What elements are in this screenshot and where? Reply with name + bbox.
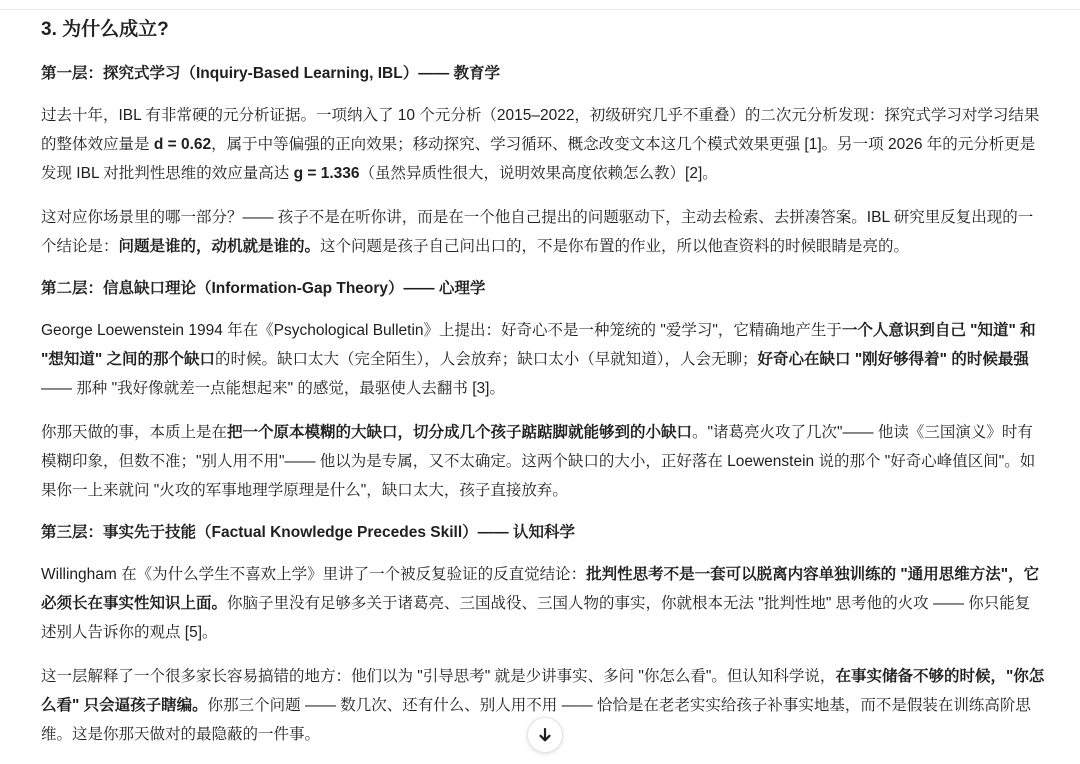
scroll-to-bottom-button[interactable] [527, 717, 563, 753]
layer2-paragraph-2: 你那天做的事，本质上是在把一个原本模糊的大缺口，切分成几个孩子踮踮脚就能够到的小缺口。"诸葛亮火攻了几次"—— 他读《三国演义》时有模糊印象，但数不准；"别人用不用"—— 他以为是专属，又不太确定。这两个缺口的大小，正好落在 Loewenstein 说的那个 "好奇心峰值区间"。如果你一上来就问 "火攻的军事地理学原理是什么"，缺口太大，孩子直接放弃。 [41, 424, 1036, 499]
top-divider [0, 9, 1080, 10]
layer3-paragraph-1: Willingham 在《为什么学生不喜欢上学》里讲了一个被反复验证的反直觉结论：批判性思考不是一套可以脱离内容单独训练的 "通用思维方法"，它必须长在事实性知识上面。你脑子里没有足够多关于诸葛亮、三国战役、三国人物的事实，你就根本无法 "批判性地" 思考他的火攻 —— 你只能复述别人告诉你的观点 [5]。 [41, 566, 1040, 641]
section-title: 3. 为什么成立? [41, 19, 169, 40]
layer3-heading: 第三层：事实先于技能（Factual Knowledge Precedes Skill）—— 认知科学 [41, 524, 575, 541]
layer1-heading: 第一层：探究式学习（Inquiry-Based Learning, IBL）—— 教育学 [41, 65, 500, 82]
layer1-paragraph-2: 这对应你场景里的哪一部分？—— 孩子不是在听你讲，而是在一个他自己提出的问题驱动下，主动去检索、去拼凑答案。IBL 研究里反复出现的一个结论是：问题是谁的，动机就是谁的。这个问题是孩子自己问出口的，不是你布置的作业，所以他查资料的时候眼睛是亮的。 [41, 209, 1034, 255]
layer2-heading: 第二层：信息缺口理论（Information-Gap Theory）—— 心理学 [41, 280, 486, 297]
arrow-down-icon [536, 726, 554, 744]
layer2-paragraph-1: George Loewenstein 1994 年在《Psychological Bulletin》上提出：好奇心不是一种笼统的 "爱学习"，它精确地产生于一个人意识到自己 "知道" 和 "想知道" 之间的那个缺口的时候。缺口太大（完全陌生），人会放弃；缺口太小（早就知道），人会无聊；好奇心在缺口 "刚好够得着" 的时候最强—— 那种 "我好像就差一点能想起来" 的感觉，最驱使人去翻书 [3]。 [41, 322, 1036, 397]
layer1-paragraph-1: 过去十年，IBL 有非常硬的元分析证据。一项纳入了 10 个元分析（2015–2022，初级研究几乎不重叠）的二次元分析发现：探究式学习对学习结果的整体效应量是 d = 0.62，属于中等偏强的正向效果；移动探究、学习循环、概念改变文本这几个模式效果更强 [1]。另一项 2026 年的元分析更是发现 IBL 对批判性思维的效应量高达 g = 1.336（虽然异质性很大，说明效果高度依赖怎么教）[2]。 [41, 107, 1040, 182]
message-content [41, 16, 1045, 749]
layer3-paragraph-2: 这一层解释了一个很多家长容易搞错的地方：他们以为 "引导思考" 就是少讲事实、多问 "你怎么看"。但认知科学说，在事实储备不够的时候，"你怎么看" 只会逼孩子瞎编。你那三个问题 —— 数几次、还有什么、别人用不用 —— 恰恰是在老老实实给孩子补事实地基，而不是假装在训练高阶思维。这是你那天做对的最隐蔽的一件事。 [41, 668, 1045, 743]
